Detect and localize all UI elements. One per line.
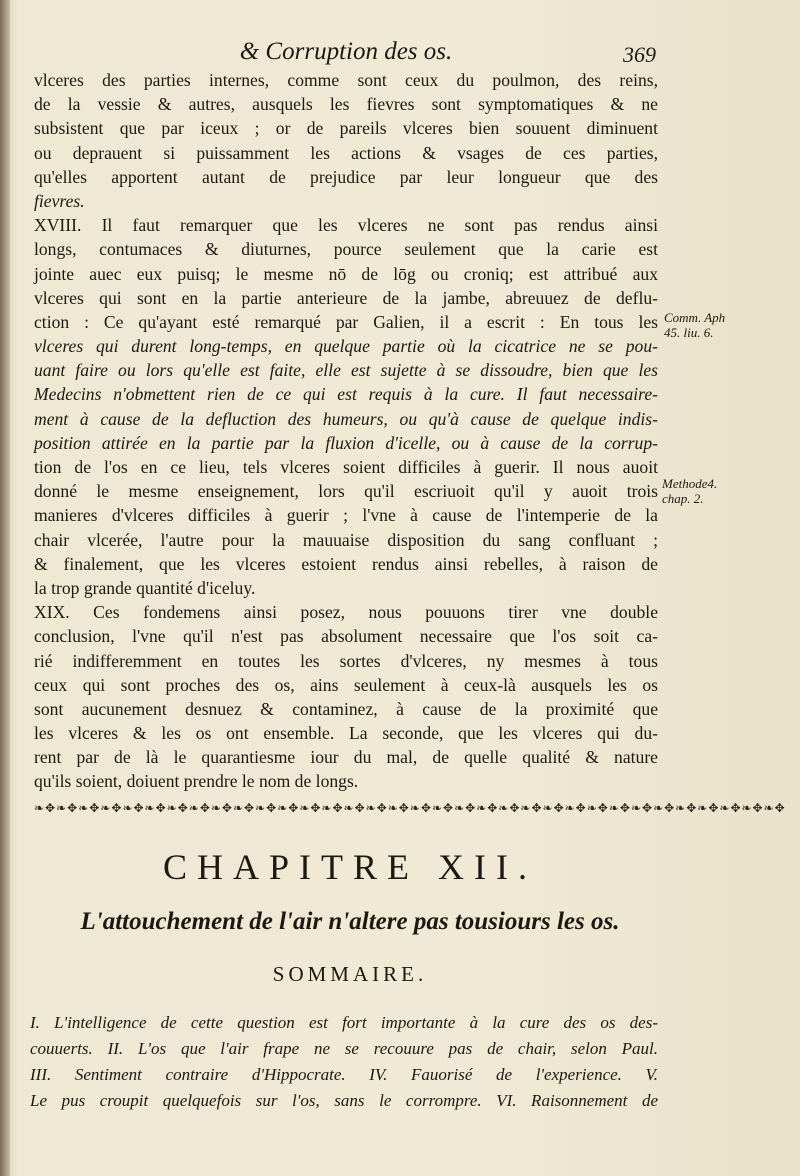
text-line: vlceres des parties internes, comme sont ceux du poulmon, des reins, xyxy=(34,70,658,90)
text-line: & finalement, que les vlceres estoient rendus ainsi rebelles, à raison de xyxy=(34,553,658,574)
text-line: tion de l'os en ce lieu, tels vlceres soient difficiles à guerir. Il nous auoit xyxy=(34,457,658,477)
page-number: 369 xyxy=(623,42,656,67)
text-line: les vlceres & les os ont ensemble. La seconde, que les vlceres qui du- xyxy=(34,723,658,744)
text-line: vlceres qui durent long-temps, en quelque partie où la cicatrice ne se pou- xyxy=(34,336,658,357)
margin-note-commentary xyxy=(664,310,725,340)
text-line: ment à cause de la defluction des humeurs, ou qu'à cause de quelque indis- xyxy=(34,408,658,429)
chapter-summary xyxy=(30,1010,658,1114)
book-spine-shadow xyxy=(0,0,10,1176)
text-line: Medecins n'obmettent rien de ce qui est requis à la cure. Il faut necessaire- xyxy=(34,384,658,405)
text-line: sont aucunement desnuez & contaminez, à cause de la proximité que xyxy=(34,698,658,719)
text-line: manieres d'vlceres difficiles à guerir ; l'vne à cause de l'intemperie de la xyxy=(34,505,658,526)
text-line: ction : Ce qu'ayant esté remarqué par Galien, il a escrit : En tous les xyxy=(34,311,658,332)
margin-note-line: chap. 2. xyxy=(662,491,704,506)
margin-note-line: Methode4. xyxy=(662,476,718,491)
decorative-ornament-band: ❧✥❧✥❧✥❧✥❧✥❧✥❧✥❧✥❧✥❧✥❧✥❧✥❧✥❧✥❧✥❧✥❧✥❧✥❧✥❧✥❧✥❧✥❧✥❧✥❧✥❧✥❧✥❧✥❧✥❧✥❧✥❧✥❧✥❧✥ xyxy=(34,801,786,815)
summary-line: I. L'intelligence de cette question est fort importante à la cure des os des- xyxy=(30,1013,658,1032)
text-line: jointe auec eux puisq; le mesme nō de lōg ou croniq; est attribué aux xyxy=(34,263,658,284)
text-line: fievres. xyxy=(34,190,85,211)
margin-note-line: Comm. Aph xyxy=(664,310,726,325)
text-line: conclusion, l'vne qu'il n'est pas absolument necessaire que l'os soit ca- xyxy=(34,626,658,647)
text-line: ceux qui sont proches des os, ains seulement à ceux-là ausquels les os xyxy=(34,674,658,695)
text-line: XVIII. Il faut remarquer que les vlceres ne sont pas rendus ainsi xyxy=(34,215,658,236)
text-line: XIX. Ces fondemens ainsi posez, nous pouuons tirer vne double xyxy=(34,602,658,623)
summary-line: III. Sentiment contraire d'Hippocrate. IV. Fauorisé de l'experience. V. xyxy=(30,1065,658,1084)
text-line: uant faire ou lors qu'elle est faite, elle est sujette à se dissoudre, bien que les xyxy=(34,360,658,381)
chapter-title: CHAPITRE XII. xyxy=(163,847,537,887)
text-line: de la vessie & autres, ausquels les fievres sont symptomatiques & ne xyxy=(34,94,658,115)
summary-line: Le pus croupit quelquefois sur l'os, sans le corrompre. VI. Raisonnement de xyxy=(30,1091,658,1110)
text-line: subsistent que par iceux ; or de pareils vlceres bien souuent diminuent xyxy=(34,118,658,139)
summary-line: couuerts. II. L'os que l'air frape ne se recouure pas de chair, selon Paul. xyxy=(30,1039,658,1058)
text-line: qu'elles apportent autant de prejudice par leur longueur que des xyxy=(34,166,658,187)
chapter-subtitle: L'attouchement de l'air n'altere pas tousiours les os. xyxy=(80,908,620,935)
text-line: position attirée en la partie par la fluxion d'icelle, ou à cause de la corrup- xyxy=(34,432,658,453)
text-line: la trop grande quantité d'iceluy. xyxy=(34,577,256,598)
text-line: vlceres qui sont en la partie anterieure de la jambe, abreuuez de deflu- xyxy=(34,287,658,308)
text-line: rent par de là le quarantiesme iour du mal, de quelle qualité & nature xyxy=(34,747,658,768)
text-line: longs, contumaces & diuturnes, pource seulement que la carie est xyxy=(34,239,658,260)
body-text xyxy=(34,68,658,794)
text-line: ou deprauent si puissamment les actions & vsages de ces parties, xyxy=(34,142,658,163)
page-header xyxy=(34,38,658,68)
margin-note-line: 45. liu. 6. xyxy=(664,325,714,340)
text-line: rié indifferemment en toutes les sortes d'vlceres, ny mesmes à tous xyxy=(34,650,658,671)
margin-note-method xyxy=(662,476,717,506)
text-line: qu'ils soient, doiuent prendre le nom de longs. xyxy=(34,771,359,792)
summary-heading: SOMMAIRE. xyxy=(272,962,428,986)
text-line: chair vlcerée, l'autre pour la mauuaise disposition du sang confluant ; xyxy=(34,529,658,550)
running-title: & Corruption des os. xyxy=(239,38,453,65)
text-line: donné le mesme enseignement, lors qu'il escriuoit qu'il y auoit trois xyxy=(34,481,658,502)
